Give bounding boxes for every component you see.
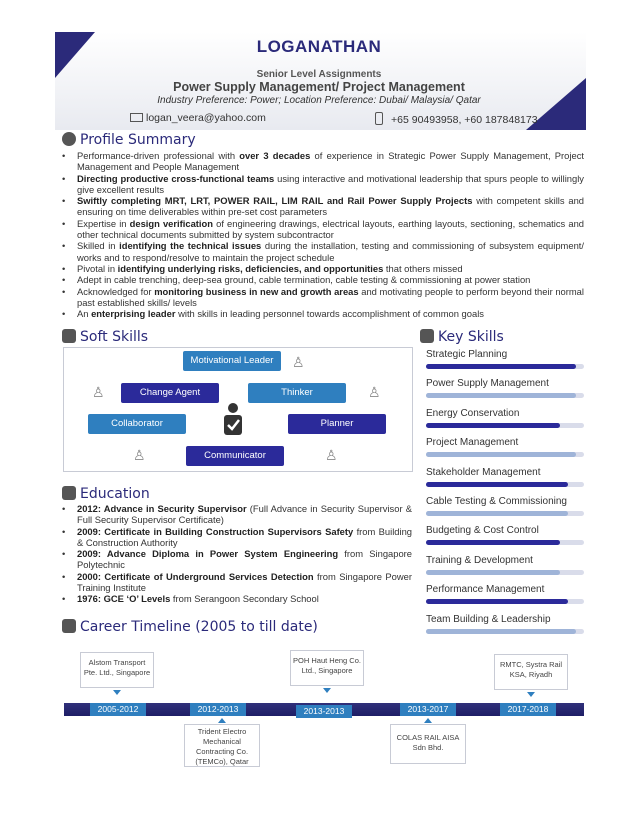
soft-skill-motivational-leader: Motivational Leader [183,351,281,371]
key-skill-bar [426,599,584,604]
timeline-box-alstom: Alstom Transport Pte. Ltd., Singapore [80,652,154,688]
person-check-icon [222,402,244,438]
timeline-year-2: 2012-2013 [190,703,246,716]
soft-skills-title: Soft Skills [80,329,149,345]
timeline-box-poh: POH Haut Heng Co. Ltd., Singapore [290,650,364,686]
key-skill-bar [426,364,584,369]
profile-item: • Expertise in design verification of engineering drawings, electrical layouts, earthing layouts, sectioning, schematics and other technical documents submitted by system subcontractor [62,218,584,241]
key-skills-title: Key Skills [438,329,504,345]
profile-summary-heading [62,132,196,148]
profile-item: • Directing productive cross-functional teams using interactive and motivational leadership that spurs people to willingly give excellent results [62,173,584,196]
key-skills-heading [420,329,504,345]
key-skill-level [426,452,576,457]
key-skill-level [426,364,576,369]
key-skill-level [426,511,568,516]
key-skill-bar [426,540,584,545]
profile-item: • An enterprising leader with skills in leading personnel towards accomplishment of common goals [62,308,584,319]
timeline-pointer [323,688,331,693]
soft-skill-planner: Planner [288,414,386,434]
soft-skill-change-agent: Change Agent [121,383,219,403]
people-icon: ♙ [292,354,305,370]
key-skill-bar [426,393,584,398]
people-icon: ♙ [368,384,381,400]
key-skill-level [426,423,560,428]
career-title: Career Timeline (2005 to till date) [80,619,318,635]
profile-item: • Swiftly completing MRT, LRT, POWER RAIL, LIM RAIL and Rail Power Supply Projects with competent skills and ensuring on time deliverables within pre-set cost parameters [62,195,584,218]
profile-item: • Adept in cable trenching, deep-sea ground, cable termination, cable testing & commissioning at power station [62,274,584,285]
key-skill-level [426,629,576,634]
education-item: • 2012: Advance in Security Supervisor (Full Advance in Security Supervisor & Full Security Supervisor Certificate) [62,503,412,526]
soft-skill-collaborator: Collaborator [88,414,186,434]
preference-line: Industry Preference: Power; Location Preference: Dubai/ Malaysia/ Qatar [157,95,481,106]
profile-item: • Acknowledged for monitoring business in new and growth areas and motivating people to perform beyond their normal past established skills/ levels [62,286,584,309]
role-title: Power Supply Management/ Project Management [173,80,465,94]
key-skill-label: Project Management [426,437,519,449]
education-item: • 1976: GCE ‘O’ Levels from Serangoon Secondary School [62,593,412,604]
email-text: logan_veera@yahoo.com [146,112,266,124]
timeline-year-5: 2017-2018 [500,703,556,716]
key-skill-level [426,540,560,545]
career-icon [62,619,76,633]
chart-icon [420,329,434,343]
soft-skill-communicator: Communicator [186,446,284,466]
key-skill-label: Performance Management [426,584,545,596]
key-skill-bar [426,482,584,487]
key-skill-label: Cable Testing & Commissioning [426,496,567,507]
senior-label: Senior Level Assignments [256,69,382,80]
mail-icon [130,113,143,122]
timeline-year-3: 2013-2013 [296,705,352,718]
phone-contact [375,112,538,126]
timeline-pointer [527,692,535,697]
key-skill-bar [426,511,584,516]
timeline-box-rmtc: RMTC, Systra Rail KSA, Riyadh [494,654,568,690]
key-skill-label: Budgeting & Cost Control [426,525,539,537]
phone-icon [375,112,383,125]
profile-head-icon [62,132,76,146]
people-icon: ♙ [133,447,146,463]
education-item: • 2009: Certificate in Building Construction Supervisors Safety from Building & Construction Authority [62,526,412,549]
key-skill-label: Strategic Planning [426,349,508,360]
key-skill-label: Stakeholder Management [426,466,541,478]
career-heading [62,619,318,635]
education-item: • 2000: Certificate of Underground Services Detection from Singapore Power Training Institute [62,571,412,594]
education-item: • 2009: Advance Diploma in Power System Engineering from Singapore Polytechnic [62,548,412,571]
skills-icon [62,329,76,343]
timeline-pointer [113,690,121,695]
profile-item: • Skilled in identifying the technical issues during the installation, testing and commissioning of subsystem equipment/ works and to respond/resolve to maintain the project schedule [62,240,584,263]
key-skill-level [426,393,576,398]
profile-item: • Performance-driven professional with over 3 decades of experience in Strategic Power Supply Management, Project Management and People Management [62,150,584,173]
key-skill-level [426,482,568,487]
key-skill-label: Team Building & Leadership [426,613,551,625]
timeline-year-1: 2005-2012 [90,703,146,716]
education-title: Education [80,486,150,502]
key-skill-bar [426,629,584,634]
profile-summary-title: Profile Summary [80,132,196,148]
key-skill-bar [426,452,584,457]
contact-bar [55,110,586,128]
timeline-pointer [424,718,432,723]
key-skill-bar [426,570,584,575]
profile-summary-list [62,150,584,319]
soft-skills-heading [62,329,148,345]
profile-item: • Pivotal in identifying underlying risks, deficiencies, and opportunities that others missed [62,263,584,274]
key-skill-level [426,570,560,575]
education-heading [62,486,150,502]
graduation-cap-icon [62,486,76,500]
email-contact[interactable] [130,112,266,124]
timeline-box-trident: Trident Electro Mechanical Contracting Co. (TEMCo), Qatar [184,724,260,767]
people-icon: ♙ [92,384,105,400]
key-skill-level [426,599,568,604]
key-skill-bar [426,423,584,428]
timeline-year-4: 2013-2017 [400,703,456,716]
soft-skill-thinker: Thinker [248,383,346,403]
key-skill-label: Energy Conservation [426,407,520,419]
key-skill-label: Training & Development [426,554,533,566]
key-skill-label: Power Supply Management [426,378,549,390]
timeline-box-colas: COLAS RAIL AISA Sdn Bhd. [390,724,466,764]
people-icon: ♙ [325,447,338,463]
timeline-pointer [218,718,226,723]
education-list [62,503,412,605]
candidate-name: LOGANATHAN [256,37,382,56]
phone-text: +65 90493958, +60 187848173 [391,114,538,126]
